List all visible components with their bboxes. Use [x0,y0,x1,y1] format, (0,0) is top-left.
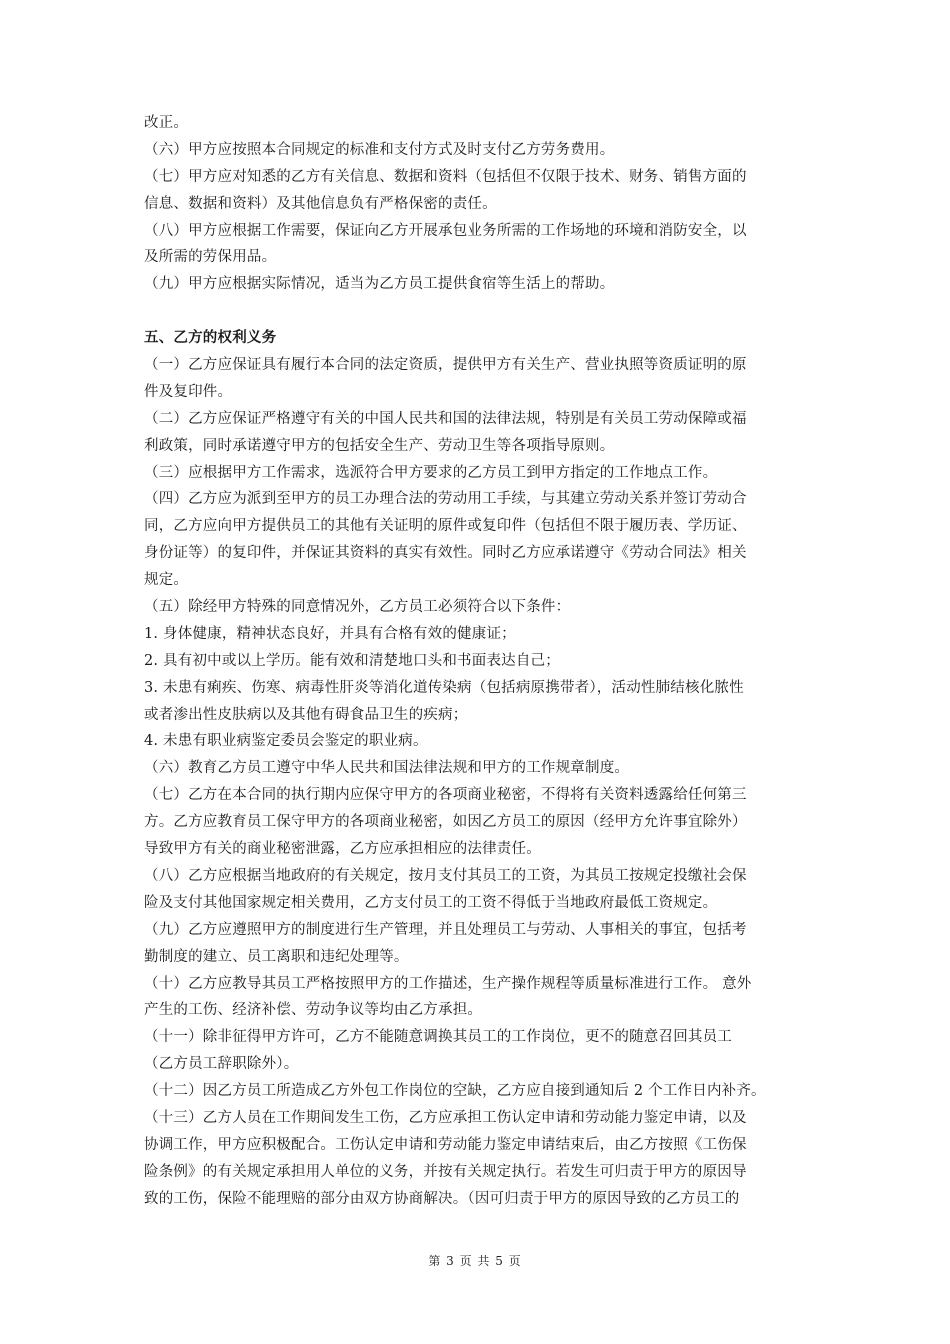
text-line: （九）乙方应遵照甲方的制度进行生产管理，并且处理员工与劳动、人事相关的事宜，包括考 [144,921,747,938]
text-line: 致的工伤，保险不能理赔的部分由双方协商解决。（因可归责于甲方的原因导致的乙方员工的 [144,1190,740,1207]
text-line: （八）甲方应根据工作需要，保证向乙方开展承包业务所需的工作场地的环境和消防安全，以 [144,222,747,239]
text-line: （六）甲方应按照本合同规定的标准和支付方式及时支付乙方劳务费用。 [144,141,615,158]
text-line: 产生的工伤、经济补偿、劳动争议等均由乙方承担。 [144,1002,483,1019]
document-body [144,110,814,1213]
text-line: 信息、数据和资料）及其他信息负有严格保密的责任。 [144,195,497,212]
text-line: 勤制度的建立、员工离职和违纪处理等。 [144,948,409,965]
blank-line [144,298,814,325]
text-line: （一）乙方应保证具有履行本合同的法定资质，提供甲方有关生产、营业执照等资质证明的原 [144,357,747,374]
text-line: 同，乙方应向甲方提供员工的其他有关证明的原件或复印件（包括但不限于履历表、学历证、 [144,518,747,535]
page-number-footer: 第 3 页 共 5 页 [428,1254,522,1268]
text-line: （七）乙方在本合同的执行期内应保守甲方的各项商业秘密，不得将有关资料透露给任何第三 [144,787,747,804]
text-line: 件及复印件。 [144,383,233,400]
text-line: 协调工作，甲方应积极配合。工伤认定申请和劳动能力鉴定申请结束后，由乙方按照《工伤保 [144,1136,747,1153]
text-line: 身份证等）的复印件，并保证其资料的真实有效性。同时乙方应承诺遵守《劳动合同法》相关 [144,545,747,562]
text-line: 及所需的劳保用品。 [144,249,277,266]
text-line: （七）甲方应对知悉的乙方有关信息、数据和资料（包括但不仅限于技术、财务、销售方面的 [144,168,747,185]
text-line: 险及支付其他国家规定相关费用，乙方支付员工的工资不得低于当地政府最低工资规定。 [144,894,718,911]
text-line: （十一）除非征得甲方许可，乙方不能随意调换其员工的工作岗位，更不的随意召回其员工 [144,1029,732,1046]
text-line: （三）应根据甲方工作需求，选派符合甲方要求的乙方员工到甲方指定的工作地点工作。 [144,464,718,481]
list-item: 3. 未患有痢疾、伤寒、病毒性肝炎等消化道传染病（包括病原携带者），活动性肺结核化脓性 [144,679,744,696]
section-heading: 五、乙方的权利义务 [144,329,277,347]
text-line: 险条例》的有关规定承担用人单位的义务，并按有关规定执行。若发生可归责于甲方的原因导 [144,1163,747,1180]
list-item: 1. 身体健康，精神状态良好，并具有合格有效的健康证； [144,625,516,642]
text-line: 规定。 [144,572,189,589]
text-line: （六）教育乙方员工遵守中华人民共和国法律法规和甲方的工作规章制度。 [144,760,630,777]
text-line: （九）甲方应根据实际情况，适当为乙方员工提供食宿等生活上的帮助。 [144,276,615,293]
text-line: （十二）因乙方员工所造成乙方外包工作岗位的空缺，乙方应自接到通知后 2 个工作日内补齐。 [144,1083,766,1100]
text-line: 利政策，同时承诺遵守甲方的包括安全生产、劳动卫生等各项指导原则。 [144,437,615,454]
text-line: 改正。 [144,115,189,131]
text-line: （二）乙方应保证严格遵守有关的中国人民共和国的法律法规，特别是有关员工劳动保障或福 [144,410,747,427]
list-item: 2. 具有初中或以上学历。能有效和清楚地口头和书面表达自己； [144,652,560,669]
text-line: （十三）乙方人员在工作期间发生工伤，乙方应承担工伤认定申请和劳动能力鉴定申请，以及 [144,1109,747,1126]
text-line: （五）除经甲方特殊的同意情况外，乙方员工必须符合以下条件： [144,599,571,616]
text-line: （十）乙方应教导其员工严格按照甲方的工作描述，生产操作规程等质量标准进行工作。 意外 [144,975,752,992]
text-line: 或者渗出性皮肤病以及其他有碍食品卫生的疾病； [144,706,468,723]
text-line: （八）乙方应根据当地政府的有关规定，按月支付其员工的工资，为其员工按规定投缴社会保 [144,867,747,884]
text-line: 导致甲方有关的商业秘密泄露，乙方应承担相应的法律责任。 [144,841,541,858]
text-line: 方。乙方应教育员工保守甲方的各项商业秘密，如因乙方员工的原因（经甲方允许事宜除外） [144,814,747,831]
list-item: 4. 未患有职业病鉴定委员会鉴定的职业病。 [144,733,428,750]
text-line: （乙方员工辞职除外）。 [144,1056,299,1073]
text-line: （四）乙方应为派到至甲方的员工办理合法的劳动用工手续，与其建立劳动关系并签订劳动合 [144,491,747,508]
